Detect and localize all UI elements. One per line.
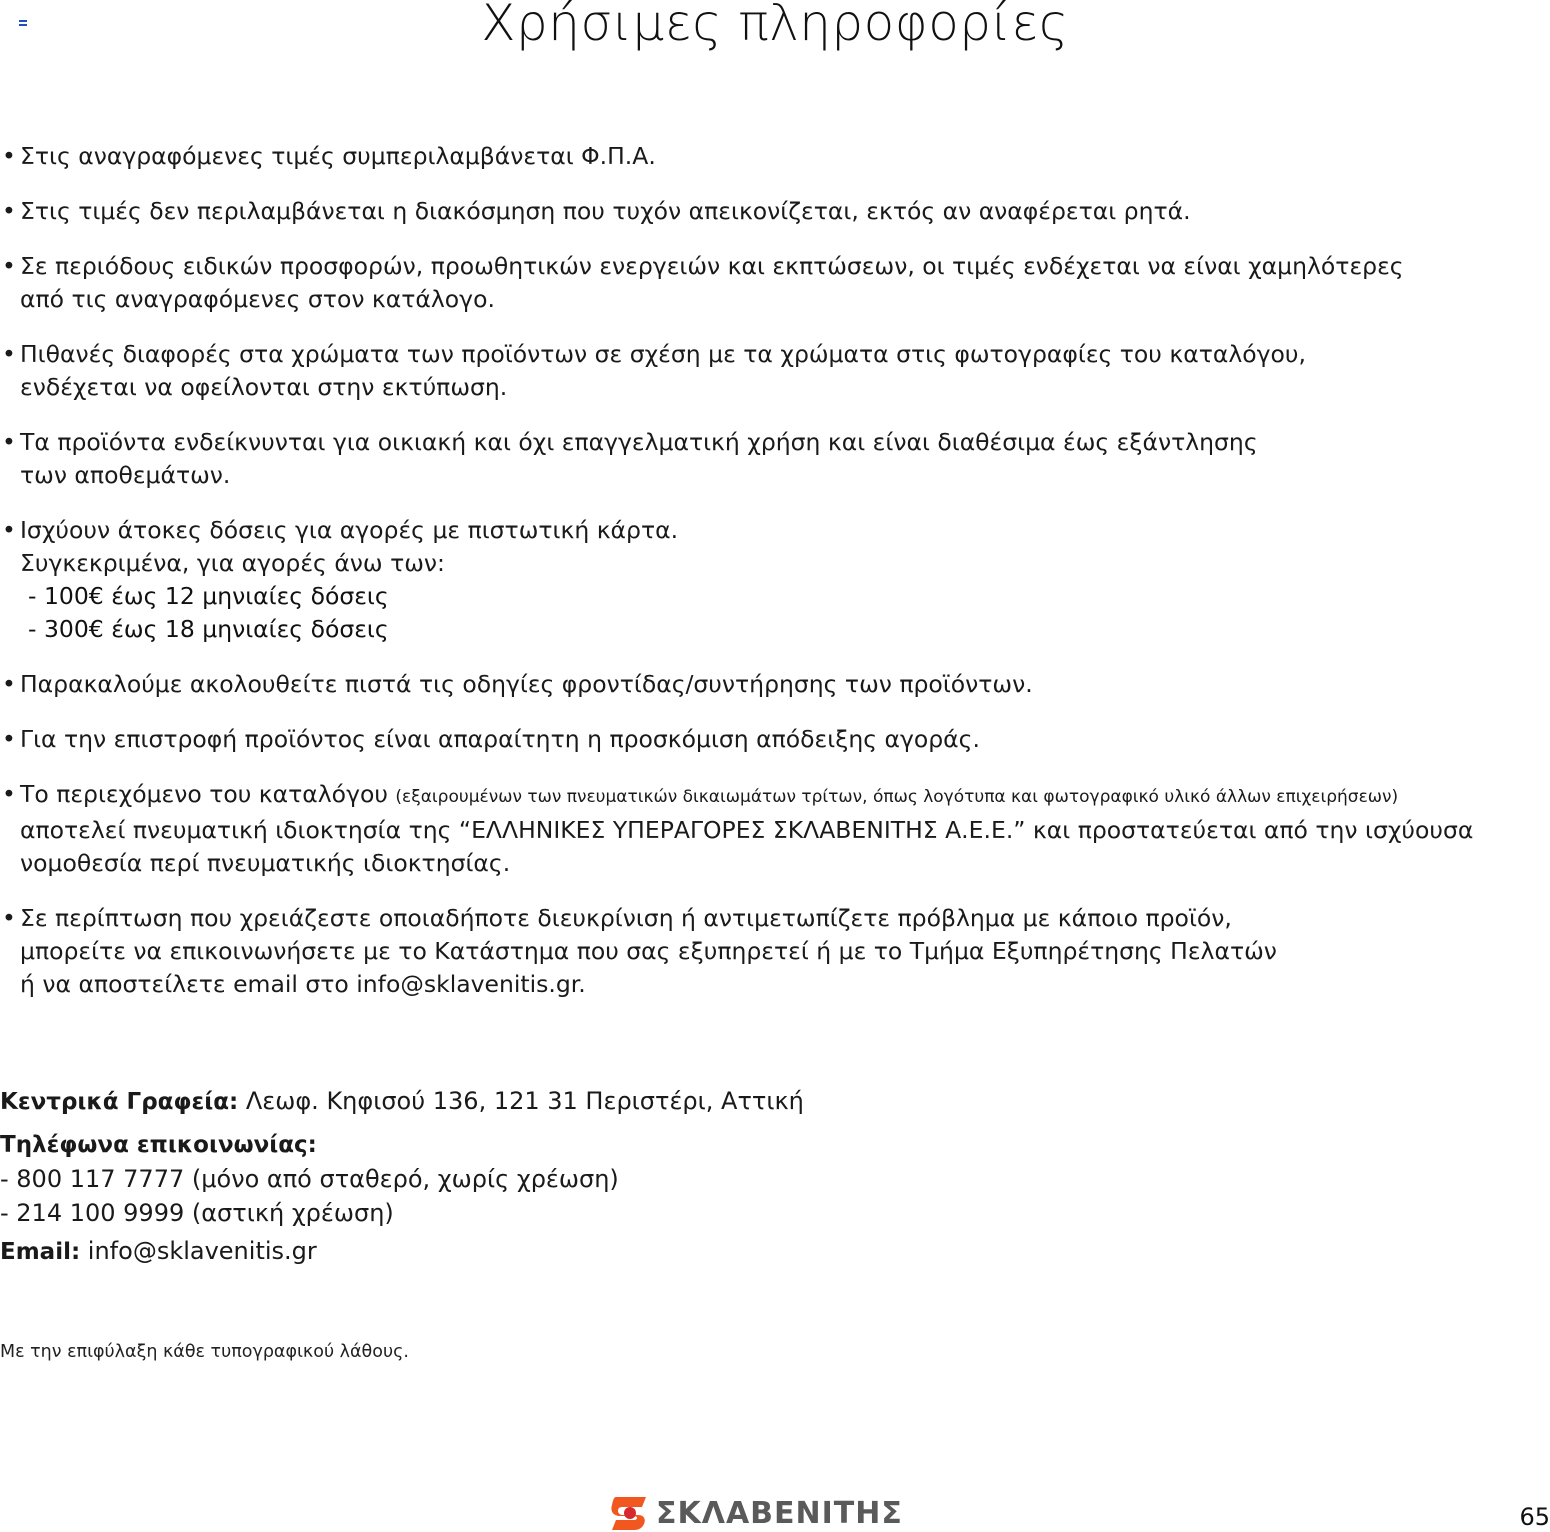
item-text: ενδέχεται να οφείλονται στην εκτύπωση.	[20, 373, 508, 401]
item-text: • Σε περίπτωση που χρειάζεστε οποιαδήποτε διευκρίνιση ή αντιμετωπίζετε πρόβλημα με κάποιο προϊόν,	[20, 904, 1232, 932]
installment-option: - 100€ έως 12 μηνιαίες δόσεις	[28, 582, 389, 610]
list-item	[2, 902, 1548, 1001]
item-text: νομοθεσία περί πνευματικής ιδιοκτησίας.	[20, 849, 511, 877]
brand-logo	[610, 1494, 903, 1532]
item-text: • Για την επιστροφή προϊόντος είναι απαραίτητη η προσκόμιση απόδειξης αγοράς.	[20, 725, 980, 753]
list-item	[2, 338, 1548, 404]
list-item	[2, 140, 1548, 173]
item-text: Το περιεχόμενο του καταλόγου	[20, 780, 396, 808]
item-text: των αποθεμάτων.	[20, 461, 231, 489]
hq-address: Λεωφ. Κηφισού 136, 121 31 Περιστέρι, Αττική	[238, 1087, 804, 1115]
hq-row	[0, 1084, 804, 1119]
brand-name: ΣΚΛΑΒΕΝΙΤΗΣ	[656, 1495, 903, 1531]
item-text: • Ισχύουν άτοκες δόσεις για αγορές με πιστωτική κάρτα.	[20, 516, 679, 544]
item-text: Συγκεκριμένα, για αγορές άνω των:	[20, 549, 445, 577]
item-text: από τις αναγραφόμενες στον κατάλογο.	[20, 285, 495, 313]
installment-option: - 300€ έως 18 μηνιαίες δόσεις	[28, 615, 389, 643]
disclaimer: Με την επιφύλαξη κάθε τυπογραφικού λάθους.	[0, 1342, 409, 1362]
item-text: • Τα προϊόντα ενδείκνυνται για οικιακή και όχι επαγγελματική χρήση και είναι διαθέσιμα έως εξάντλησης	[20, 428, 1258, 456]
email-label: Email:	[0, 1239, 81, 1265]
contact-block	[0, 1084, 804, 1269]
page-title: Χρήσιμες πληροφορίες	[481, 0, 1069, 52]
email-row	[0, 1234, 804, 1269]
phones-label-row	[0, 1127, 804, 1162]
item-text: • Στις τιμές δεν περιλαμβάνεται η διακόσμηση που τυχόν απεικονίζεται, εκτός αν αναφέρεται ρητά.	[20, 197, 1191, 225]
list-item	[2, 195, 1548, 228]
phones-label: Τηλέφωνα επικοινωνίας:	[0, 1132, 317, 1158]
item-text: • Πιθανές διαφορές στα χρώματα των προϊόντων σε σχέση με τα χρώματα στις φωτογραφίες του καταλόγου,	[20, 340, 1306, 368]
list-item	[2, 426, 1548, 492]
item-text: • Παρακαλούμε ακολουθείτε πιστά τις οδηγίες φροντίδας/συντήρησης των προϊόντων.	[20, 670, 1033, 698]
list-item	[2, 250, 1548, 316]
list-item-copyright	[2, 778, 1548, 880]
phone-number: - 214 100 9999 (αστική χρέωση)	[0, 1199, 394, 1227]
list-item	[2, 723, 1548, 756]
list-item	[2, 668, 1548, 701]
item-text: • Στις αναγραφόμενες τιμές συμπεριλαμβάνεται Φ.Π.Α.	[20, 142, 656, 170]
item-text: μπορείτε να επικοινωνήσετε με το Κατάστημα που σας εξυπηρετεί ή με το Τμήμα Εξυπηρέτησης Πελατών	[20, 937, 1277, 965]
phone-number: - 800 117 7777 (μόνο από σταθερό, χωρίς χρέωση)	[0, 1165, 619, 1193]
sklavenitis-logo-icon	[610, 1495, 648, 1531]
page-number: 65	[1519, 1503, 1550, 1531]
item-text: αποτελεί πνευματική ιδιοκτησία της “ΕΛΛΗΝΙΚΕΣ ΥΠΕΡΑΓΟΡΕΣ ΣΚΛΑΒΕΝΙΤΗΣ Α.Ε.Ε.” και προστατεύεται από την ισχύουσα	[20, 816, 1474, 844]
info-list	[2, 140, 1548, 1023]
hq-label: Κεντρικά Γραφεία:	[0, 1089, 239, 1115]
item-text-first	[20, 778, 1548, 814]
email-link[interactable]: info@sklavenitis.gr	[80, 1237, 317, 1265]
item-text: ή να αποστείλετε email στο info@sklavenitis.gr.	[20, 970, 586, 998]
list-item-installments	[2, 514, 1548, 646]
item-note: (εξαιρουμένων των πνευματικών δικαιωμάτων τρίτων, όπως λογότυπα και φωτογραφικό υλικό άλλων επιχειρήσεων)	[395, 787, 1399, 807]
item-text: • Σε περιόδους ειδικών προσφορών, προωθητικών ενεργειών και εκπτώσεων, οι τιμές ενδέχεται να είναι χαμηλότερες	[20, 252, 1404, 280]
